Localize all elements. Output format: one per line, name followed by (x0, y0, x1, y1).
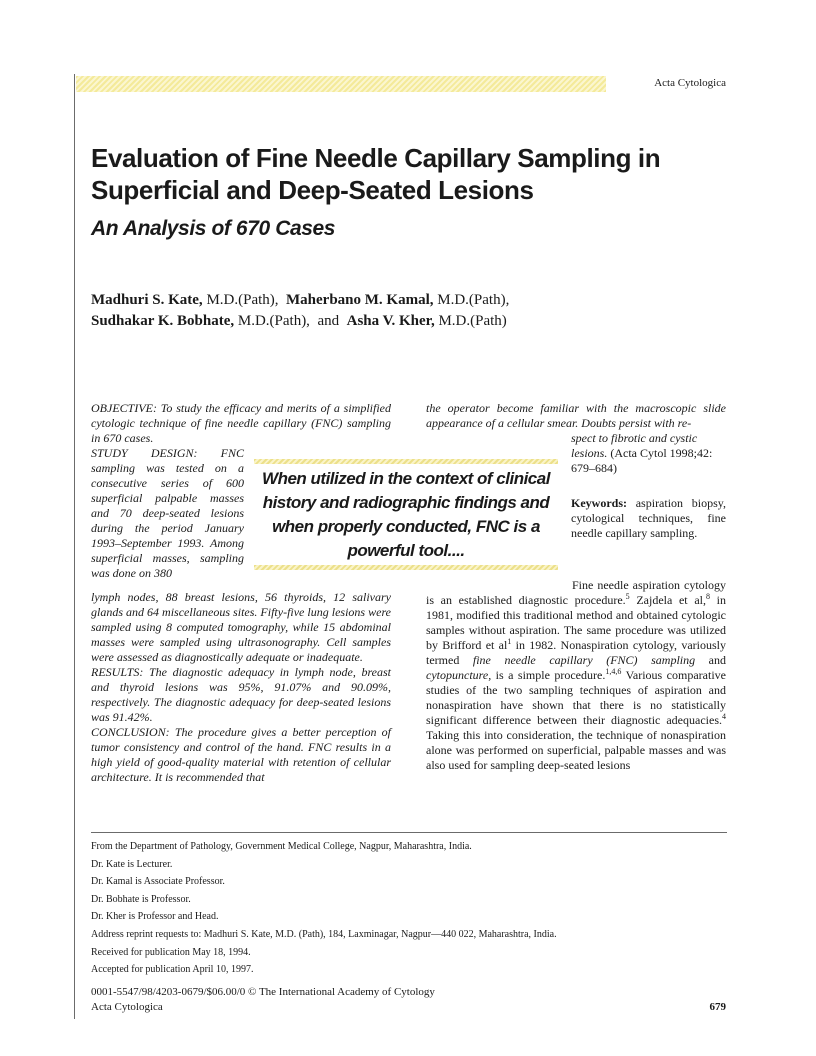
citation: (Acta Cytol 1998;42: 679–684) (571, 446, 713, 475)
author-list (91, 290, 751, 332)
body-text-span: Various comparative studies of the two sampling techniques of aspiration and nonaspiration have shown that there is no statistically significant difference between their diagnostic adequacies. (426, 668, 726, 727)
abstract-study-design: STUDY DESIGN: FNC sampling was tested on a consecutive series of 600 superficial palpable masses and 70 deep-seated lesions during the period January 1993–September 1993. Among superficial masses, sampling was done on 380 (91, 446, 244, 580)
author-line-1 (91, 290, 751, 311)
abstract-paragraph: lymph nodes, 88 breast lesions, 56 thyroids, 12 salivary glands and 64 miscellaneous sites. Fifty-five lung lesions were sampled using 8 computed tomography, while 15 abdominal masses were sampled using ultrasonography. Cell samples were assessed as diagnostically adequate or inadequate. (91, 590, 391, 664)
keywords-block (571, 496, 726, 541)
body-text (426, 578, 726, 773)
abstract-end-text: spect to fibrotic and cystic lesions. (571, 431, 698, 460)
author-degree: M.D.(Path), (437, 292, 510, 308)
abstract-conclusion-continued: the operator become familiar with the macroscopic slide appearance of a cellular smear. Doubts persist with re- (426, 401, 726, 430)
body-text-span: Zajdela et al, (629, 593, 706, 607)
footnote-reprint-address: Address reprint requests to: Madhuri S. Kate, M.D. (Path), 184, Laxminagar, Nagpur—440 022, Maharashtra, India. (91, 928, 557, 940)
abstract-objective: OBJECTIVE: To study the efficacy and merits of a simplified cytologic technique of fine needle capillary (FNC) sampling in 670 cases. (91, 401, 391, 445)
pull-quote-top-stripe (254, 459, 558, 464)
reference-superscript: 5 (625, 592, 630, 601)
footnote-author: Dr. Kate is Lecturer. (91, 858, 173, 870)
issn-line: 0001-5547/98/4203-0679/$06.00/0 © The International Academy of Cytology (91, 986, 435, 998)
body-text-span: in 1981, modified this traditional method and obtained cytologic samples without aspiration. The same procedure was utilized by Brifford et al (426, 593, 726, 652)
reference-superscript: 8 (705, 592, 710, 601)
reference-superscript: 1,4,6 (605, 667, 622, 676)
running-header-journal: Acta Cytologica (654, 77, 726, 89)
footnote-author: Dr. Kamal is Associate Professor. (91, 876, 225, 888)
footer-journal: Acta Cytologica (91, 1001, 163, 1013)
reference-superscript: 4 (722, 712, 726, 721)
article-title: Evaluation of Fine Needle Capillary Sampling in Superficial and Deep-Seated Lesions (91, 143, 661, 205)
reference-superscript: 1 (507, 637, 512, 646)
footnote-author: Dr. Bobhate is Professor. (91, 893, 191, 905)
body-text-span: is a simple procedure. (491, 668, 606, 682)
keywords-label: Keywords: (571, 496, 627, 510)
abstract-end (571, 431, 726, 476)
keywords-text: aspiration biopsy, cytological techniques, fine needle capillary sampling. (571, 496, 727, 540)
abstract-results: RESULTS: The diagnostic adequacy in lymph node, breast and thyroid lesions was 95%, 91.07% and 90.09%, respectively. The diagnostic adequacy for deep-seated lesions was 91.42%. (91, 665, 391, 724)
author-degree: M.D.(Path) (438, 313, 507, 329)
author-name: Maherbano M. Kamal, (286, 292, 434, 308)
body-text-span: Taking this into consideration, the technique of nonaspiration alone was performed on superficial, palpable masses and was also used for sampling deep-seated lesions (426, 728, 726, 772)
author-separator: and (317, 313, 340, 329)
body-term: cytopuncture, (426, 668, 492, 682)
footnotes (91, 838, 731, 979)
header-color-band (76, 76, 606, 92)
left-margin-rule (74, 74, 75, 1019)
article-subtitle: An Analysis of 670 Cases (91, 217, 336, 240)
author-degree: M.D.(Path), (206, 292, 279, 308)
author-line-2 (91, 311, 751, 332)
body-term: fine needle capillary (FNC) sampling (472, 653, 696, 667)
author-name: Sudhakar K. Bobhate, (91, 313, 235, 329)
author-degree: M.D.(Path), (237, 313, 310, 329)
footnote-rule (91, 832, 727, 833)
pull-quote-box (254, 459, 558, 571)
footnote-author: Dr. Kher is Professor and Head. (91, 911, 219, 923)
pull-quote-bottom-stripe (254, 565, 558, 570)
body-text-span: in 1982. Nonaspiration cytology, variously termed (426, 638, 726, 667)
footnote-affiliation: From the Department of Pathology, Government Medical College, Nagpur, Maharashtra, India. (91, 841, 472, 852)
body-text-span: and (695, 653, 726, 667)
abstract-continued (91, 590, 391, 785)
footnote-received: Received for publication May 18, 1994. (91, 946, 251, 958)
body-text-span: Fine needle aspiration cytology is an established diagnostic procedure. (426, 578, 726, 607)
author-name: Asha V. Kher, (346, 313, 435, 329)
abstract-conclusion: CONCLUSION: The procedure gives a better perception of tumor consistency and control of the hand. FNC results in a high yield of good-quality material with retention of cellular architecture. It is recommended that (91, 725, 391, 784)
footnote-accepted: Accepted for publication April 10, 1997. (91, 964, 254, 976)
pull-quote: When utilized in the context of clinical history and radiographic findings and when properly conducted, FNC is a powerful tool.... (262, 469, 550, 560)
author-name: Madhuri S. Kate, (91, 292, 203, 308)
page-number: 679 (709, 1001, 726, 1013)
